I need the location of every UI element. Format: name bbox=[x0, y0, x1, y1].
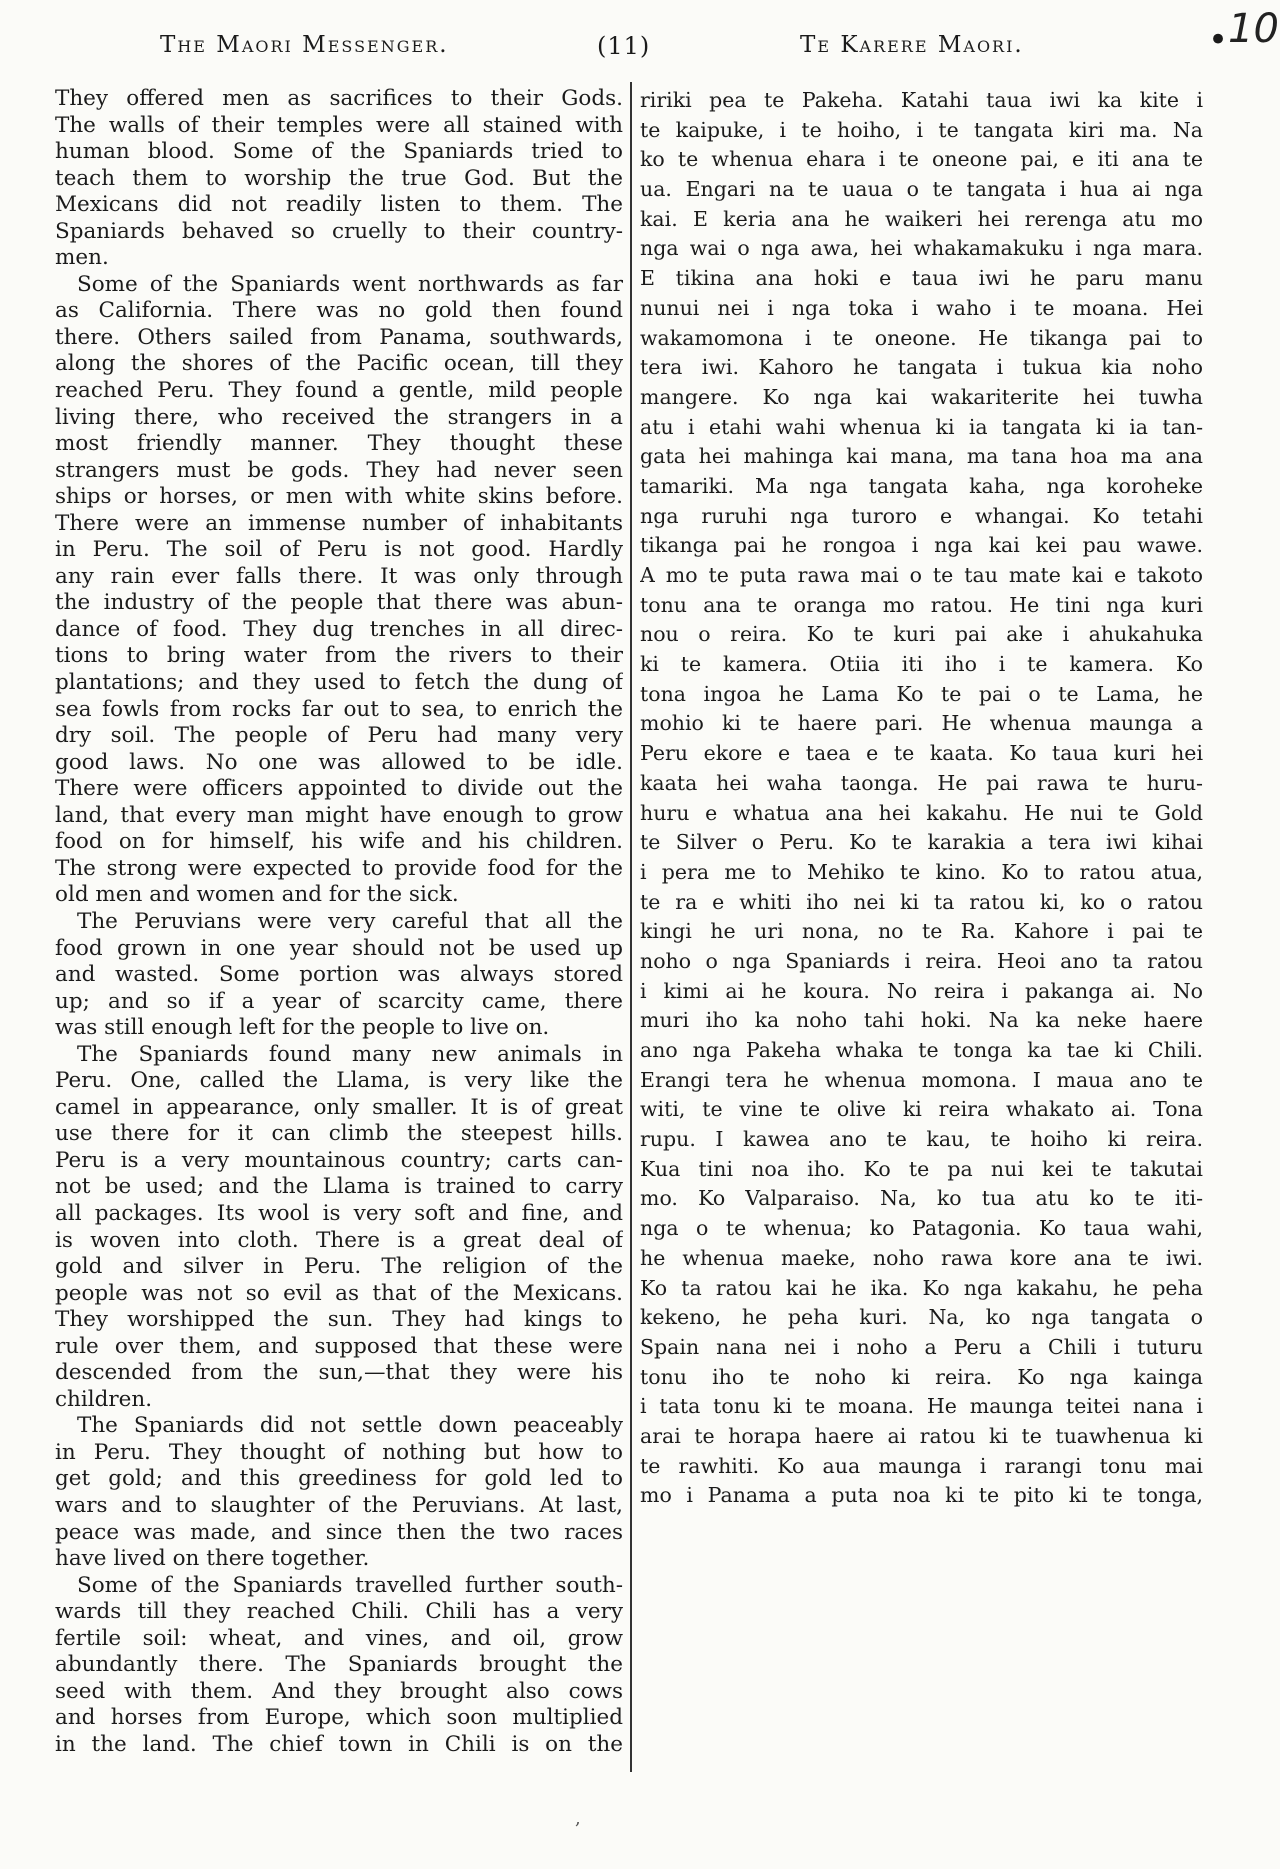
folio-dot: • bbox=[1208, 20, 1229, 60]
ink-mark: , bbox=[575, 1808, 581, 1829]
maori-text-line: nou o reira. Ko te kuri pai ake i ahukahuka bbox=[640, 622, 1203, 647]
maori-text-line: noho o nga Spaniards i reira. Heoi ano ta ratou bbox=[640, 948, 1203, 973]
maori-text-line: nga o te whenua; ko Patagonia. Ko taua wahi, bbox=[640, 1216, 1203, 1241]
english-text-line: in Peru. They thought of nothing but how to bbox=[55, 1439, 623, 1465]
english-text-line: Peru is a very mountainous country; carts can- bbox=[55, 1147, 623, 1173]
maori-text-line: i kimi ai he koura. No reira i pakanga ai. No bbox=[640, 978, 1203, 1003]
maori-text-line: mo i Panama a puta noa ki te pito ki te tonga, bbox=[640, 1483, 1203, 1508]
english-text-line: The Spaniards found many new animals in bbox=[77, 1041, 623, 1067]
maori-text-line: te Silver o Peru. Ko te karakia a tera iwi kihai bbox=[640, 830, 1203, 855]
maori-text-line: gata hei mahinga kai mana, ma tana hoa ma ana bbox=[640, 444, 1203, 469]
english-text-line: plantations; and they used to fetch the dung of bbox=[55, 670, 623, 696]
english-text-line: Peru. One, called the Llama, is very like the bbox=[55, 1068, 623, 1094]
english-text-line: ships or horses, or men with white skins before. bbox=[55, 484, 623, 510]
maori-text-line: ua. Engari na te uaua o te tangata i hua ai nga bbox=[640, 177, 1203, 202]
english-text-line: They offered men as sacrifices to their Gods. bbox=[55, 86, 623, 111]
english-text-line: seed with them. And they brought also cows bbox=[55, 1678, 623, 1704]
english-text-line: descended from the sun,—that they were his bbox=[55, 1360, 623, 1386]
maori-text-line: nga ruruhi nga turoro e whangai. Ko tetahi bbox=[640, 503, 1203, 528]
english-text-line: peace was made, and since then the two races bbox=[55, 1519, 623, 1545]
english-text-line: and wasted. Some portion was always stored bbox=[55, 962, 623, 988]
maori-text-line: te kaipuke, i te hoiho, i te tangata kiri ma. Na bbox=[640, 117, 1203, 142]
english-text-line: have lived on there together. bbox=[55, 1546, 370, 1572]
english-text-line: The Peruvians were very careful that all the bbox=[77, 908, 623, 934]
english-text-line: Some of the Spaniards went northwards as far bbox=[77, 271, 623, 297]
maori-text-line: ano nga Pakeha whaka te tonga ka tae ki Chili. bbox=[640, 1038, 1203, 1062]
column-divider bbox=[630, 82, 632, 1772]
maori-text-line: kaata hei waha taonga. He pai rawa te huru- bbox=[640, 770, 1203, 795]
maori-text-line: te rawhiti. Ko aua maunga i rarangi tonu mai bbox=[640, 1453, 1203, 1478]
english-text-line: use there for it can climb the steepest hills. bbox=[55, 1121, 623, 1147]
english-text-line: gold and silver in Peru. The religion of the bbox=[55, 1254, 623, 1280]
english-text-line: fertile soil: wheat, and vines, and oil, grow bbox=[55, 1625, 623, 1651]
english-text-line: in the land. The chief town in Chili is on the bbox=[55, 1731, 623, 1757]
maori-text-line: ki te kamera. Otiia iti iho i te kamera. Ko bbox=[640, 652, 1203, 677]
page-header bbox=[0, 0, 1280, 70]
maori-column bbox=[640, 86, 1203, 1511]
english-text-line: sea fowls from rocks far out to sea, to enrich the bbox=[55, 696, 623, 722]
maori-text-line: mo. Ko Valparaiso. Na, ko tua atu ko te iti- bbox=[640, 1186, 1203, 1211]
page-number: (11) bbox=[597, 32, 651, 60]
english-text-line: human blood. Some of the Spaniards tried to bbox=[55, 139, 623, 165]
maori-text-line: ko te whenua ehara i te oneone pai, e iti ana te bbox=[640, 147, 1203, 172]
english-text-line: was still enough left for the people to live on. bbox=[55, 1015, 550, 1041]
english-text-line: along the shores of the Pacific ocean, till they bbox=[55, 351, 623, 377]
maori-text-line: Kua tini noa iho. Ko te pa nui kei te takutai bbox=[640, 1156, 1203, 1181]
maori-text-line: mohio ki te haere pari. He whenua maunga a bbox=[640, 711, 1203, 736]
english-text-line: food grown in one year should not be used up bbox=[55, 935, 623, 961]
maori-text-line: E tikina ana hoki e taua iwi he paru manu bbox=[640, 266, 1203, 291]
maori-text-line: Ko ta ratou kai he ika. Ko nga kakahu, he peha bbox=[640, 1275, 1203, 1300]
english-text-line: as California. There was no gold then found bbox=[55, 298, 623, 324]
maori-text-line: atu i etahi wahi whenua ki ia tangata ki ia tan- bbox=[640, 414, 1203, 439]
english-text-line: strangers must be gods. They had never seen bbox=[55, 457, 623, 483]
english-column bbox=[55, 86, 623, 1758]
english-text-line: children. bbox=[55, 1386, 153, 1412]
english-text-line: There were officers appointed to divide out the bbox=[55, 776, 623, 802]
english-text-line: rule over them, and supposed that these were bbox=[55, 1333, 623, 1359]
maori-text-line: kekeno, he peha kuri. Na, ko nga tangata o bbox=[640, 1305, 1203, 1330]
english-text-line: The strong were expected to provide food for the bbox=[55, 855, 623, 881]
english-text-line: and horses from Europe, which soon multiplied bbox=[55, 1705, 623, 1731]
english-text-line: There were an immense number of inhabitants bbox=[55, 510, 623, 536]
maori-text-line: rupu. I kawea ano te kau, te hoiho ki reira. bbox=[640, 1127, 1203, 1152]
header-maori-title: Te Karere Maori. bbox=[800, 32, 1024, 58]
maori-text-line: tonu iho te noho ki reira. Ko nga kainga bbox=[640, 1364, 1203, 1389]
maori-text-line: i tata tonu ki te moana. He maunga teitei nana i bbox=[640, 1394, 1203, 1419]
english-text-line: The walls of their temples were all stained with bbox=[55, 112, 623, 138]
english-text-line: living there, who received the strangers in a bbox=[55, 404, 623, 430]
english-text-line: there. Others sailed from Panama, southwards, bbox=[55, 324, 623, 350]
english-text-line: any rain ever falls there. It was only through bbox=[55, 563, 623, 589]
maori-text-line: tonu ana te oranga mo ratou. He tini nga kuri bbox=[640, 592, 1203, 617]
maori-text-line: nunui nei i nga toka i waho i te moana. Hei bbox=[640, 295, 1203, 320]
english-text-line: teach them to worship the true God. But the bbox=[55, 165, 623, 191]
maori-text-line: wakamomona i te oneone. He tikanga pai to bbox=[640, 325, 1203, 350]
english-text-line: land, that every man might have enough to grow bbox=[55, 802, 623, 828]
english-text-line: camel in appearance, only smaller. It is of great bbox=[55, 1094, 623, 1120]
maori-text-line: nga wai o nga awa, hei whakamakuku i nga mara. bbox=[640, 236, 1203, 261]
maori-text-line: te ra e whiti iho nei ki ta ratou ki, ko o ratou bbox=[640, 889, 1203, 914]
english-text-line: up; and so if a year of scarcity came, there bbox=[55, 988, 623, 1014]
maori-text-line: kingi he uri nona, no te Ra. Kahore i pai te bbox=[640, 919, 1203, 944]
english-text-line: Some of the Spaniards travelled further south- bbox=[77, 1572, 623, 1598]
english-text-line: Spaniards behaved so cruelly to their country- bbox=[55, 218, 623, 244]
english-text-line: wards till they reached Chili. Chili has a very bbox=[55, 1599, 623, 1625]
english-text-line: The Spaniards did not settle down peaceably bbox=[77, 1413, 623, 1439]
english-text-line: not be used; and the Llama is trained to carry bbox=[55, 1174, 623, 1200]
maori-text-line: Erangi tera he whenua momona. I maua ano te bbox=[640, 1067, 1203, 1092]
maori-text-line: kai. E keria ana he waikeri hei rerenga atu mo bbox=[640, 206, 1203, 231]
english-text-line: people was not so evil as that of the Mexicans. bbox=[55, 1280, 623, 1306]
maori-text-line: witi, te vine te olive ki reira whakato ai. Tona bbox=[640, 1097, 1203, 1122]
english-text-line: food on for himself, his wife and his children. bbox=[55, 829, 623, 855]
english-text-line: abundantly there. The Spaniards brought the bbox=[55, 1652, 623, 1678]
english-text-line: tions to bring water from the rivers to their bbox=[55, 643, 623, 669]
english-text-line: is woven into cloth. There is a great deal of bbox=[55, 1227, 623, 1253]
english-text-line: Mexicans did not readily listen to them. The bbox=[55, 192, 623, 218]
maori-text-line: Peru ekore e taea e te kaata. Ko taua kuri hei bbox=[640, 741, 1203, 766]
english-text-line: wars and to slaughter of the Peruvians. At last, bbox=[55, 1492, 623, 1518]
english-text-line: old men and women and for the sick. bbox=[55, 882, 459, 908]
english-text-line: They worshipped the sun. They had kings to bbox=[55, 1307, 623, 1333]
maori-text-line: he whenua maeke, noho rawa kore ana te iwi. bbox=[640, 1245, 1203, 1270]
maori-text-line: A mo te puta rawa mai o te tau mate kai e takoto bbox=[640, 563, 1203, 587]
maori-text-line: muri iho ka noho tahi hoki. Na ka neke haere bbox=[640, 1008, 1203, 1033]
maori-text-line: arai te horapa haere ai ratou ki te tuawhenua ki bbox=[640, 1423, 1203, 1448]
english-text-line: most friendly manner. They thought these bbox=[55, 431, 623, 457]
english-text-line: good laws. No one was allowed to be idle. bbox=[55, 749, 623, 775]
maori-text-line: i pera me to Mehiko te kino. Ko to ratou atua, bbox=[640, 859, 1203, 884]
maori-text-line: mangere. Ko nga kai wakariterite hei tuwha bbox=[640, 384, 1203, 409]
handwritten-folio-number: 10 bbox=[1228, 6, 1279, 52]
maori-text-line: Spain nana nei i noho a Peru a Chili i tuturu bbox=[640, 1334, 1203, 1359]
maori-text-line: huru e whatua ana hei kakahu. He nui te Gold bbox=[640, 800, 1203, 825]
english-text-line: the industry of the people that there was abun- bbox=[55, 590, 623, 616]
maori-text-line: tona ingoa he Lama Ko te pai o te Lama, he bbox=[640, 681, 1203, 706]
english-text-line: all packages. Its wool is very soft and fine, and bbox=[55, 1200, 623, 1226]
english-text-line: in Peru. The soil of Peru is not good. Hardly bbox=[55, 537, 623, 563]
english-text-line: men. bbox=[55, 245, 109, 271]
maori-text-line: tikanga pai he rongoa i nga kai kei pau wawe. bbox=[640, 533, 1203, 558]
english-text-line: get gold; and this greediness for gold led to bbox=[55, 1466, 623, 1492]
english-text-line: dance of food. They dug trenches in all direc- bbox=[55, 616, 623, 642]
english-text-line: dry soil. The people of Peru had many very bbox=[55, 723, 623, 749]
english-text-line: reached Peru. They found a gentle, mild people bbox=[55, 378, 623, 404]
maori-text-line: ririki pea te Pakeha. Katahi taua iwi ka kite i bbox=[640, 88, 1203, 112]
header-english-title: The Maori Messenger. bbox=[160, 32, 449, 58]
maori-text-line: tamariki. Ma nga tangata kaha, nga koroheke bbox=[640, 473, 1203, 498]
maori-text-line: tera iwi. Kahoro he tangata i tukua kia noho bbox=[640, 355, 1203, 380]
